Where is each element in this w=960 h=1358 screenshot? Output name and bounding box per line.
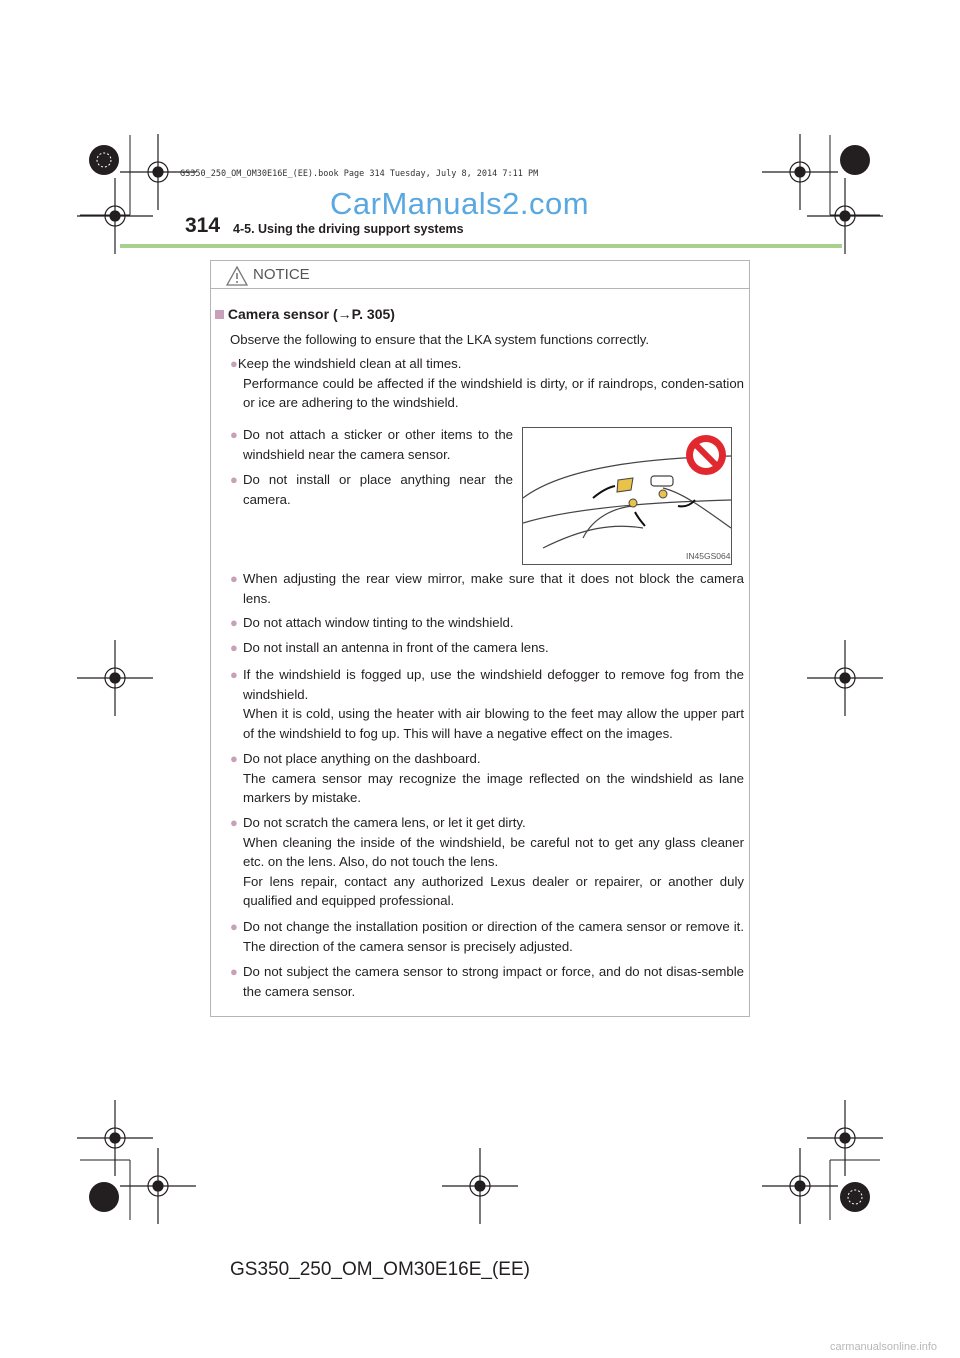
watermark-top: CarManuals2.com (330, 186, 590, 221)
square-bullet-icon (215, 310, 224, 319)
footer-watermark: carmanualsonline.info (830, 1341, 938, 1353)
bullet-detail: When cleaning the inside of the windshield, be careful not to get any glass cleaner etc. on the lens. Also, do not touch the lens. (243, 834, 744, 869)
illustration-code: IN45GS064 (686, 551, 731, 561)
print-job-header: GS350_250_OM_OM30E16E_(EE).book Page 314 Tuesday, July 8, 2014 7:11 PM (180, 169, 539, 179)
intro-text: Observe the following to ensure that the LKA system functions correctly. (230, 332, 650, 347)
bullet-detail: When it is cold, using the heater with air blowing to the feet may allow the upper part of the windshield to fog up. This will have a negative effect on the images. (243, 706, 744, 741)
list-item (230, 638, 744, 658)
round-bullet-icon: ● (230, 472, 238, 487)
round-bullet-icon: ● (230, 356, 238, 371)
subheading-text: Camera sensor (→P. 305) (227, 306, 395, 322)
bullet-text: Do not install or place anything near the camera. (243, 472, 513, 507)
round-bullet-icon: ● (230, 427, 238, 442)
round-bullet-icon: ● (230, 571, 238, 586)
list-item (230, 749, 744, 808)
bullet-text: Do not attach a sticker or other items to the windshield near the camera sensor. (243, 427, 513, 462)
bullet-text: Do not place anything on the dashboard. (243, 751, 481, 766)
bullet-text: If the windshield is fogged up, use the windshield defogger to remove fog from the windshield. (243, 667, 744, 702)
bullet-detail: For lens repair, contact any authorized Lexus dealer or repairer, or another duly qualified and equipped professional. (243, 873, 744, 908)
round-bullet-icon: ● (230, 667, 238, 682)
round-bullet-icon: ● (230, 751, 238, 766)
list-item (230, 569, 744, 608)
list-item (230, 354, 744, 413)
bullet-detail: The camera sensor may recognize the image reflected on the windshield as lane markers by mistake. (243, 770, 744, 805)
warning-triangle-icon (226, 266, 248, 286)
round-bullet-icon: ● (230, 640, 238, 655)
round-bullet-icon: ● (230, 919, 238, 934)
notice-label: NOTICE (253, 266, 310, 283)
header-rule (120, 244, 842, 248)
bullet-text: Do not install an antenna in front of the camera lens. (243, 640, 549, 655)
list-item (230, 962, 744, 1001)
bullet-text: Keep the windshield clean at all times. (237, 356, 462, 371)
round-bullet-icon: ● (230, 815, 238, 830)
list-item (230, 813, 744, 911)
round-bullet-icon: ● (230, 615, 238, 630)
bullet-text: Do not subject the camera sensor to strong impact or force, and do not disas-semble the camera sensor. (243, 964, 744, 999)
section-title: 4-5. Using the driving support systems (233, 222, 464, 236)
windshield-illustration (522, 427, 732, 565)
windshield-camera-drawing (523, 428, 731, 564)
list-item (230, 665, 744, 743)
list-item (230, 917, 744, 956)
subheading (215, 305, 395, 325)
round-bullet-icon: ● (230, 964, 238, 979)
bullet-text: When adjusting the rear view mirror, make sure that it does not block the camera lens. (243, 571, 744, 606)
bullet-text: Do not scratch the camera lens, or let it get dirty. (243, 815, 526, 830)
bullet-detail: Performance could be affected if the windshield is dirty, or if raindrops, conden-sation or ice are adhering to the windshield. (243, 375, 744, 410)
bullet-text: Do not attach window tinting to the windshield. (243, 615, 514, 630)
footer-code: GS350_250_OM_OM30E16E_(EE) (230, 1259, 530, 1280)
page-number: 314 (185, 214, 221, 237)
list-item (230, 425, 513, 464)
list-item (230, 470, 513, 509)
list-item (230, 613, 744, 633)
bullet-text: Do not change the installation position or direction of the camera sensor or remove it. The direction of the camera sensor is precisely adjusted. (243, 919, 744, 954)
